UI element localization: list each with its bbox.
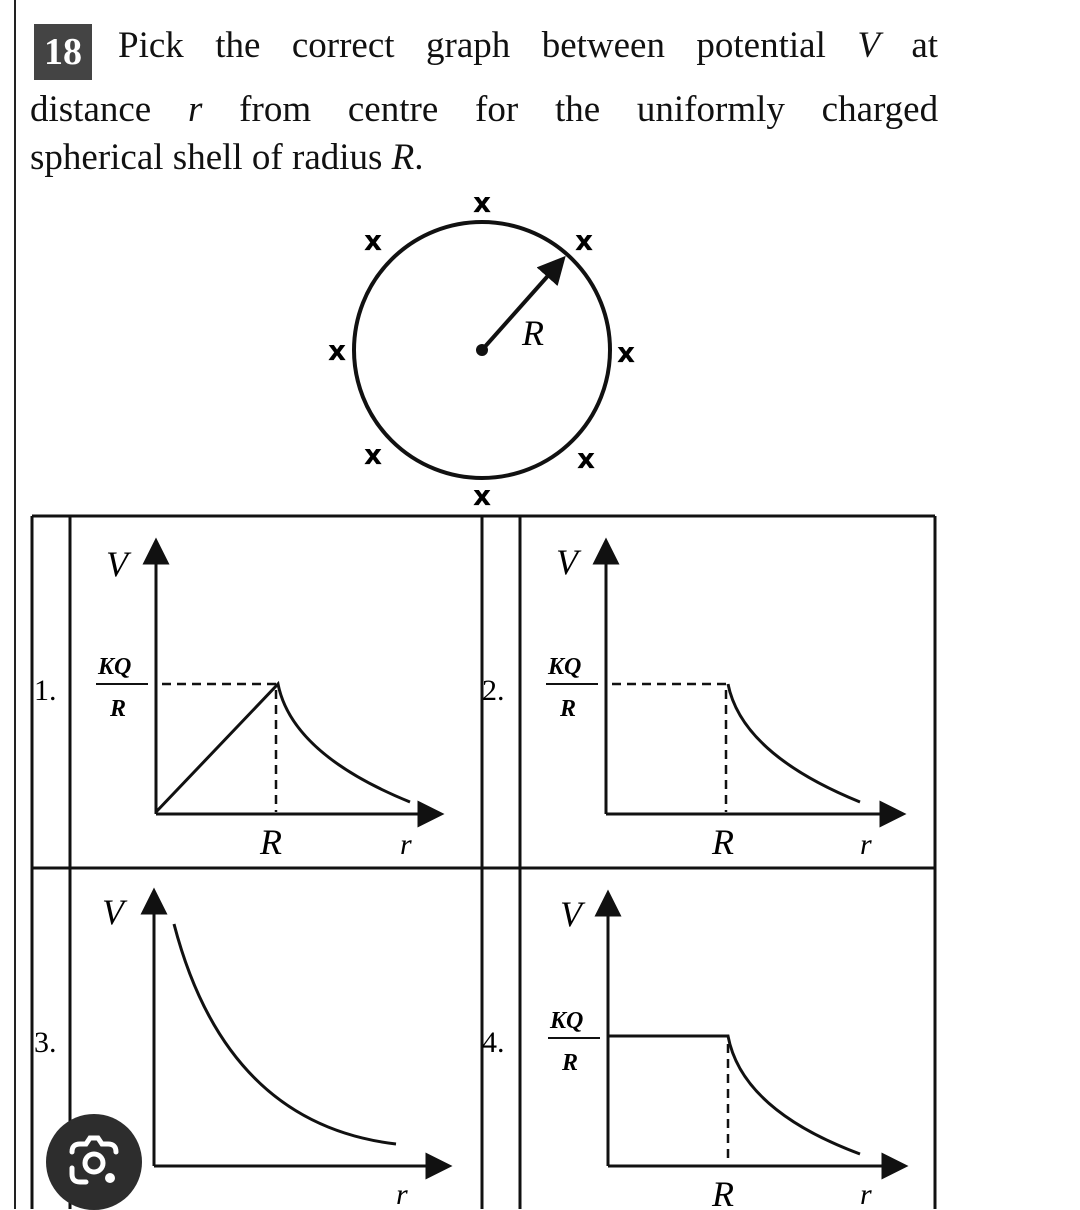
option-1 xyxy=(34,542,440,862)
r-tick-label: R xyxy=(260,822,282,862)
x-axis-label: r xyxy=(396,1178,408,1209)
option-number: 1. xyxy=(34,674,57,707)
charge-mark: x xyxy=(328,334,347,367)
kq-denominator: R xyxy=(110,696,127,722)
x-axis-label: r xyxy=(400,828,412,861)
x-axis-label: r xyxy=(860,828,872,861)
radius-label: R xyxy=(522,313,544,353)
page-left-border xyxy=(14,0,16,1209)
charge-mark: x xyxy=(473,186,492,219)
charge-mark: x xyxy=(473,479,492,512)
option-number: 2. xyxy=(482,674,505,707)
options-grid xyxy=(30,514,940,1209)
question-line-1: Pick the correct graph between potential V at xyxy=(118,25,939,66)
question-line-3: spherical shell of radius R. xyxy=(30,137,424,178)
y-axis-label: V xyxy=(560,894,582,934)
x-axis-label: r xyxy=(860,1178,872,1209)
camera-lens-icon[interactable] xyxy=(46,1114,142,1210)
potential-curve xyxy=(174,924,396,1144)
option-4 xyxy=(482,894,904,1209)
option-number: 4. xyxy=(482,1026,505,1059)
potential-curve xyxy=(156,684,410,812)
kq-numerator: KQ xyxy=(98,654,132,680)
option-2 xyxy=(482,542,902,862)
r-tick-label: R xyxy=(712,1174,734,1209)
shell-diagram xyxy=(300,180,660,520)
kq-numerator: KQ xyxy=(548,654,582,680)
charge-mark: x xyxy=(364,224,383,257)
y-axis-label: V xyxy=(102,892,124,932)
charge-mark: x xyxy=(364,438,383,471)
kq-denominator: R xyxy=(562,1050,579,1076)
charge-mark: x xyxy=(577,442,596,475)
potential-curve xyxy=(608,1036,860,1154)
charge-mark: x xyxy=(575,224,594,257)
option-number: 3. xyxy=(34,1026,57,1059)
question-number: 18 xyxy=(34,24,92,80)
kq-numerator: KQ xyxy=(550,1008,584,1034)
r-tick-label: R xyxy=(712,822,734,862)
y-axis-label: V xyxy=(556,542,578,582)
camera-lens-icon-glyph xyxy=(64,1134,124,1190)
y-axis-label: V xyxy=(106,544,128,584)
kq-denominator: R xyxy=(560,696,577,722)
potential-curve xyxy=(728,684,860,802)
question-line-2: distance r from centre for the uniformly charged xyxy=(30,89,939,130)
charge-mark: x xyxy=(617,336,636,369)
